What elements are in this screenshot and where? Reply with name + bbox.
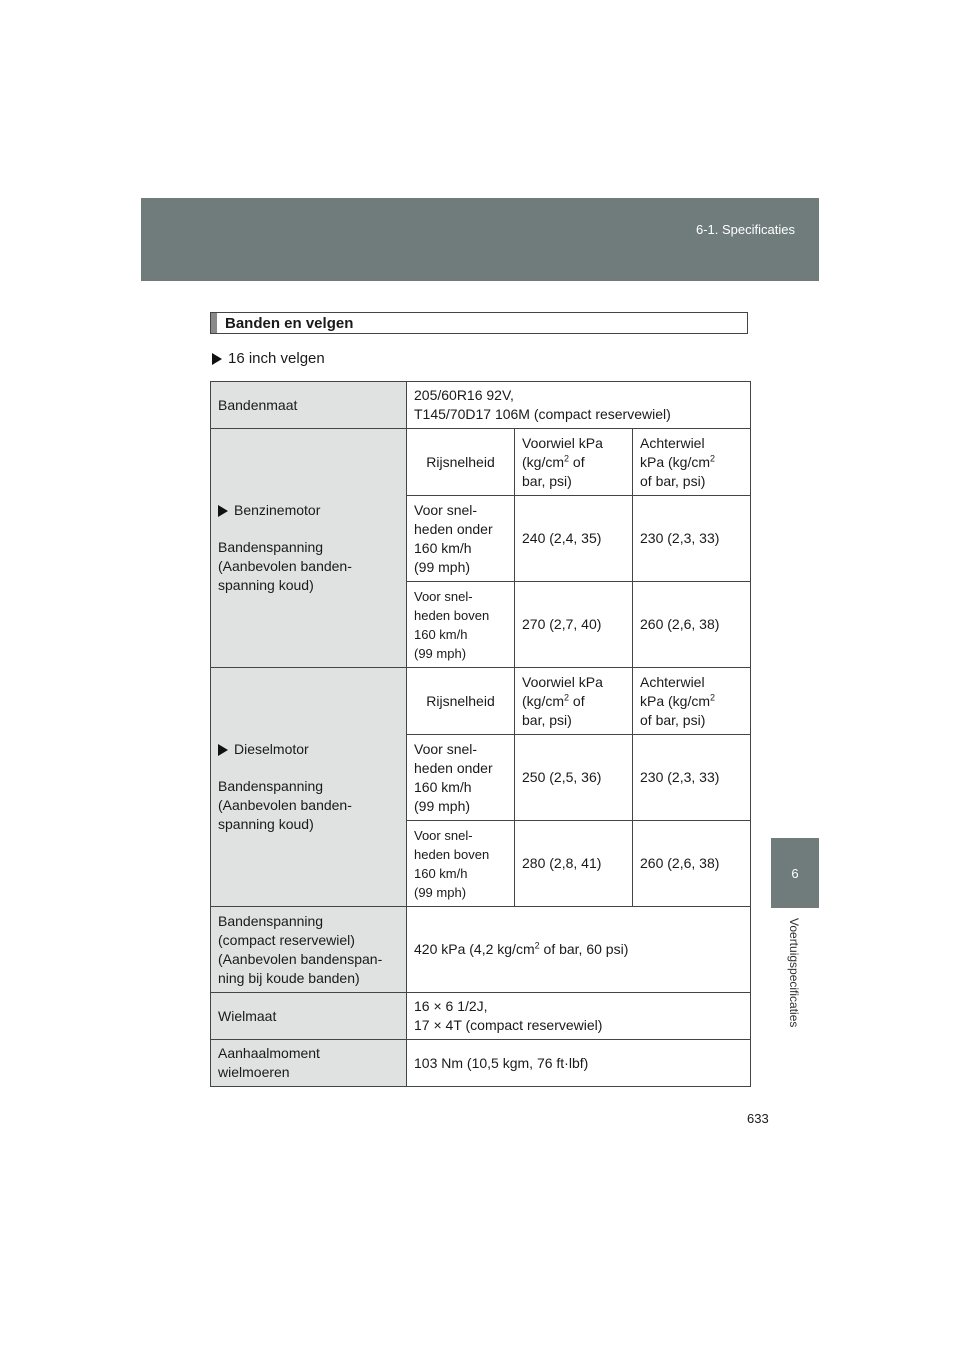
compact-label-2: (compact reservewiel): [218, 931, 355, 948]
table-row: [211, 907, 751, 993]
wielmaat-value-1: 16 × 6 1/2J,: [414, 998, 488, 1014]
bandenmaat-label: Bandenmaat: [218, 396, 298, 413]
chapter-tab: [771, 838, 819, 908]
compact-label-3: (Aanbevolen bandenspan-: [218, 950, 383, 967]
speed-line-4: (99 mph): [414, 558, 471, 575]
front-value: 240 (2,4, 35): [515, 496, 633, 582]
pressure-label-1: Bandenspanning: [218, 539, 324, 555]
label-cell: [211, 907, 407, 993]
value-cell: [407, 993, 751, 1040]
table-row: [211, 382, 751, 429]
col-header-rear: [633, 668, 751, 735]
value-cell: [407, 1040, 751, 1087]
compact-label-1: Bandenspanning: [218, 912, 324, 929]
triangle-bullet-icon: [218, 505, 228, 517]
speed-line-2: heden boven: [414, 607, 490, 623]
tire-spec-table: [210, 381, 751, 1087]
col-rear-unit: kPa (kg/cm: [640, 453, 711, 470]
table-row: [211, 993, 751, 1040]
label-cell: [211, 1040, 407, 1087]
section-title: Banden en velgen: [225, 314, 354, 332]
value-cell: [407, 382, 751, 429]
pressure-label-1: Bandenspanning: [218, 778, 324, 794]
col-rear-line-1: Achterwiel: [640, 434, 705, 451]
section-title-box: [210, 312, 748, 334]
speed-line-4: (99 mph): [414, 884, 467, 900]
col-rear-line-3: of bar, psi): [640, 711, 706, 728]
col-speed-label: Rijsnelheid: [426, 453, 495, 470]
compact-value-post: of bar, 60 psi): [539, 941, 629, 957]
pressure-label-2: (Aanbevolen banden-: [218, 797, 352, 813]
triangle-bullet-icon: [212, 353, 222, 365]
bandenmaat-value-1: 205/60R16 92V,: [414, 387, 514, 403]
aanhaal-value: 103 Nm (10,5 kgm, 76 ft·lbf): [414, 1054, 589, 1071]
compact-label-4: ning bij koude banden): [218, 969, 360, 986]
rear-value: 230 (2,3, 33): [633, 496, 751, 582]
triangle-bullet-icon: [218, 744, 228, 756]
table-row: [211, 429, 751, 496]
col-front-of: of: [569, 453, 585, 470]
col-front-unit: (kg/cm: [522, 453, 564, 470]
col-header-rear: [633, 429, 751, 496]
speed-cell: [407, 821, 515, 907]
speed-line-2: heden boven: [414, 846, 490, 862]
front-value: 270 (2,7, 40): [515, 582, 633, 668]
front-value: 250 (2,5, 36): [515, 735, 633, 821]
col-front-sup: 2: [564, 452, 570, 463]
speed-line-4: (99 mph): [414, 797, 471, 814]
col-front-line-3: bar, psi): [522, 472, 572, 489]
col-front-line-1: Voorwiel kPa: [522, 673, 603, 690]
header-band: [141, 198, 819, 281]
engine-heading: [218, 501, 399, 520]
col-front-line-3: bar, psi): [522, 711, 572, 728]
bandenmaat-value-2: T145/70D17 106M (compact reservewiel): [414, 406, 671, 422]
speed-cell: [407, 496, 515, 582]
rear-value: 260 (2,6, 38): [633, 582, 751, 668]
col-speed-label: Rijsnelheid: [426, 692, 495, 709]
table-row: [211, 668, 751, 735]
col-front-unit: (kg/cm: [522, 692, 564, 709]
label-cell: [211, 429, 407, 668]
col-rear-sup: 2: [710, 691, 716, 702]
pressure-label-3: spanning koud): [218, 816, 314, 832]
subheading-text: 16 inch velgen: [228, 350, 325, 367]
speed-line-3: 160 km/h: [414, 539, 472, 556]
speed-line-3: 160 km/h: [414, 778, 472, 795]
compact-value-sup: 2: [534, 940, 540, 951]
aanhaal-label-1: Aanhaalmoment: [218, 1045, 320, 1061]
chapter-label: Voertuigspecificaties: [787, 918, 801, 1028]
front-value: 280 (2,8, 41): [515, 821, 633, 907]
compact-value: 420 kPa (4,2 kg/cm: [414, 941, 535, 957]
col-front-line-2: [522, 692, 625, 711]
col-header-front: [515, 668, 633, 735]
col-header-speed: [407, 429, 515, 496]
value-cell: [407, 907, 751, 993]
speed-line-2: heden onder: [414, 759, 493, 776]
col-rear-line-1: Achterwiel: [640, 673, 705, 690]
chapter-label-container: [782, 918, 806, 1058]
engine-name: Dieselmotor: [234, 741, 309, 757]
speed-line-2: heden onder: [414, 520, 493, 537]
section-header: 6-1. Specificaties: [696, 222, 795, 237]
col-rear-line-3: of bar, psi): [640, 472, 706, 489]
wielmaat-value-2: 17 × 4T (compact reservewiel): [414, 1017, 603, 1033]
wielmaat-label: Wielmaat: [218, 1007, 277, 1024]
speed-cell: [407, 582, 515, 668]
aanhaal-label-2: wielmoeren: [218, 1064, 290, 1080]
label-cell: [211, 668, 407, 907]
table-row: [211, 1040, 751, 1087]
label-cell: [211, 382, 407, 429]
speed-line-3: 160 km/h: [414, 865, 468, 881]
engine-heading: [218, 740, 399, 759]
col-rear-line-2: [640, 453, 743, 472]
page-number: 633: [747, 1111, 769, 1126]
col-rear-line-2: [640, 692, 743, 711]
speed-line-3: 160 km/h: [414, 626, 468, 642]
col-header-front: [515, 429, 633, 496]
col-rear-sup: 2: [710, 452, 716, 463]
speed-line-1: Voor snel-: [414, 827, 473, 843]
col-front-sup: 2: [564, 691, 570, 702]
speed-cell: [407, 735, 515, 821]
label-cell: [211, 993, 407, 1040]
speed-line-1: Voor snel-: [414, 588, 473, 604]
col-front-of: of: [569, 692, 585, 709]
speed-line-1: Voor snel-: [414, 740, 478, 757]
speed-line-1: Voor snel-: [414, 501, 478, 518]
col-front-line-1: Voorwiel kPa: [522, 434, 603, 451]
pressure-label-3: spanning koud): [218, 577, 314, 593]
speed-line-4: (99 mph): [414, 645, 467, 661]
engine-name: Benzinemotor: [234, 502, 321, 518]
pressure-label-2: (Aanbevolen banden-: [218, 558, 352, 574]
chapter-number: 6: [791, 865, 799, 881]
col-header-speed: [407, 668, 515, 735]
rear-value: 230 (2,3, 33): [633, 735, 751, 821]
col-front-line-2: [522, 453, 625, 472]
col-rear-unit: kPa (kg/cm: [640, 692, 711, 709]
subheading: [212, 350, 325, 367]
rear-value: 260 (2,6, 38): [633, 821, 751, 907]
